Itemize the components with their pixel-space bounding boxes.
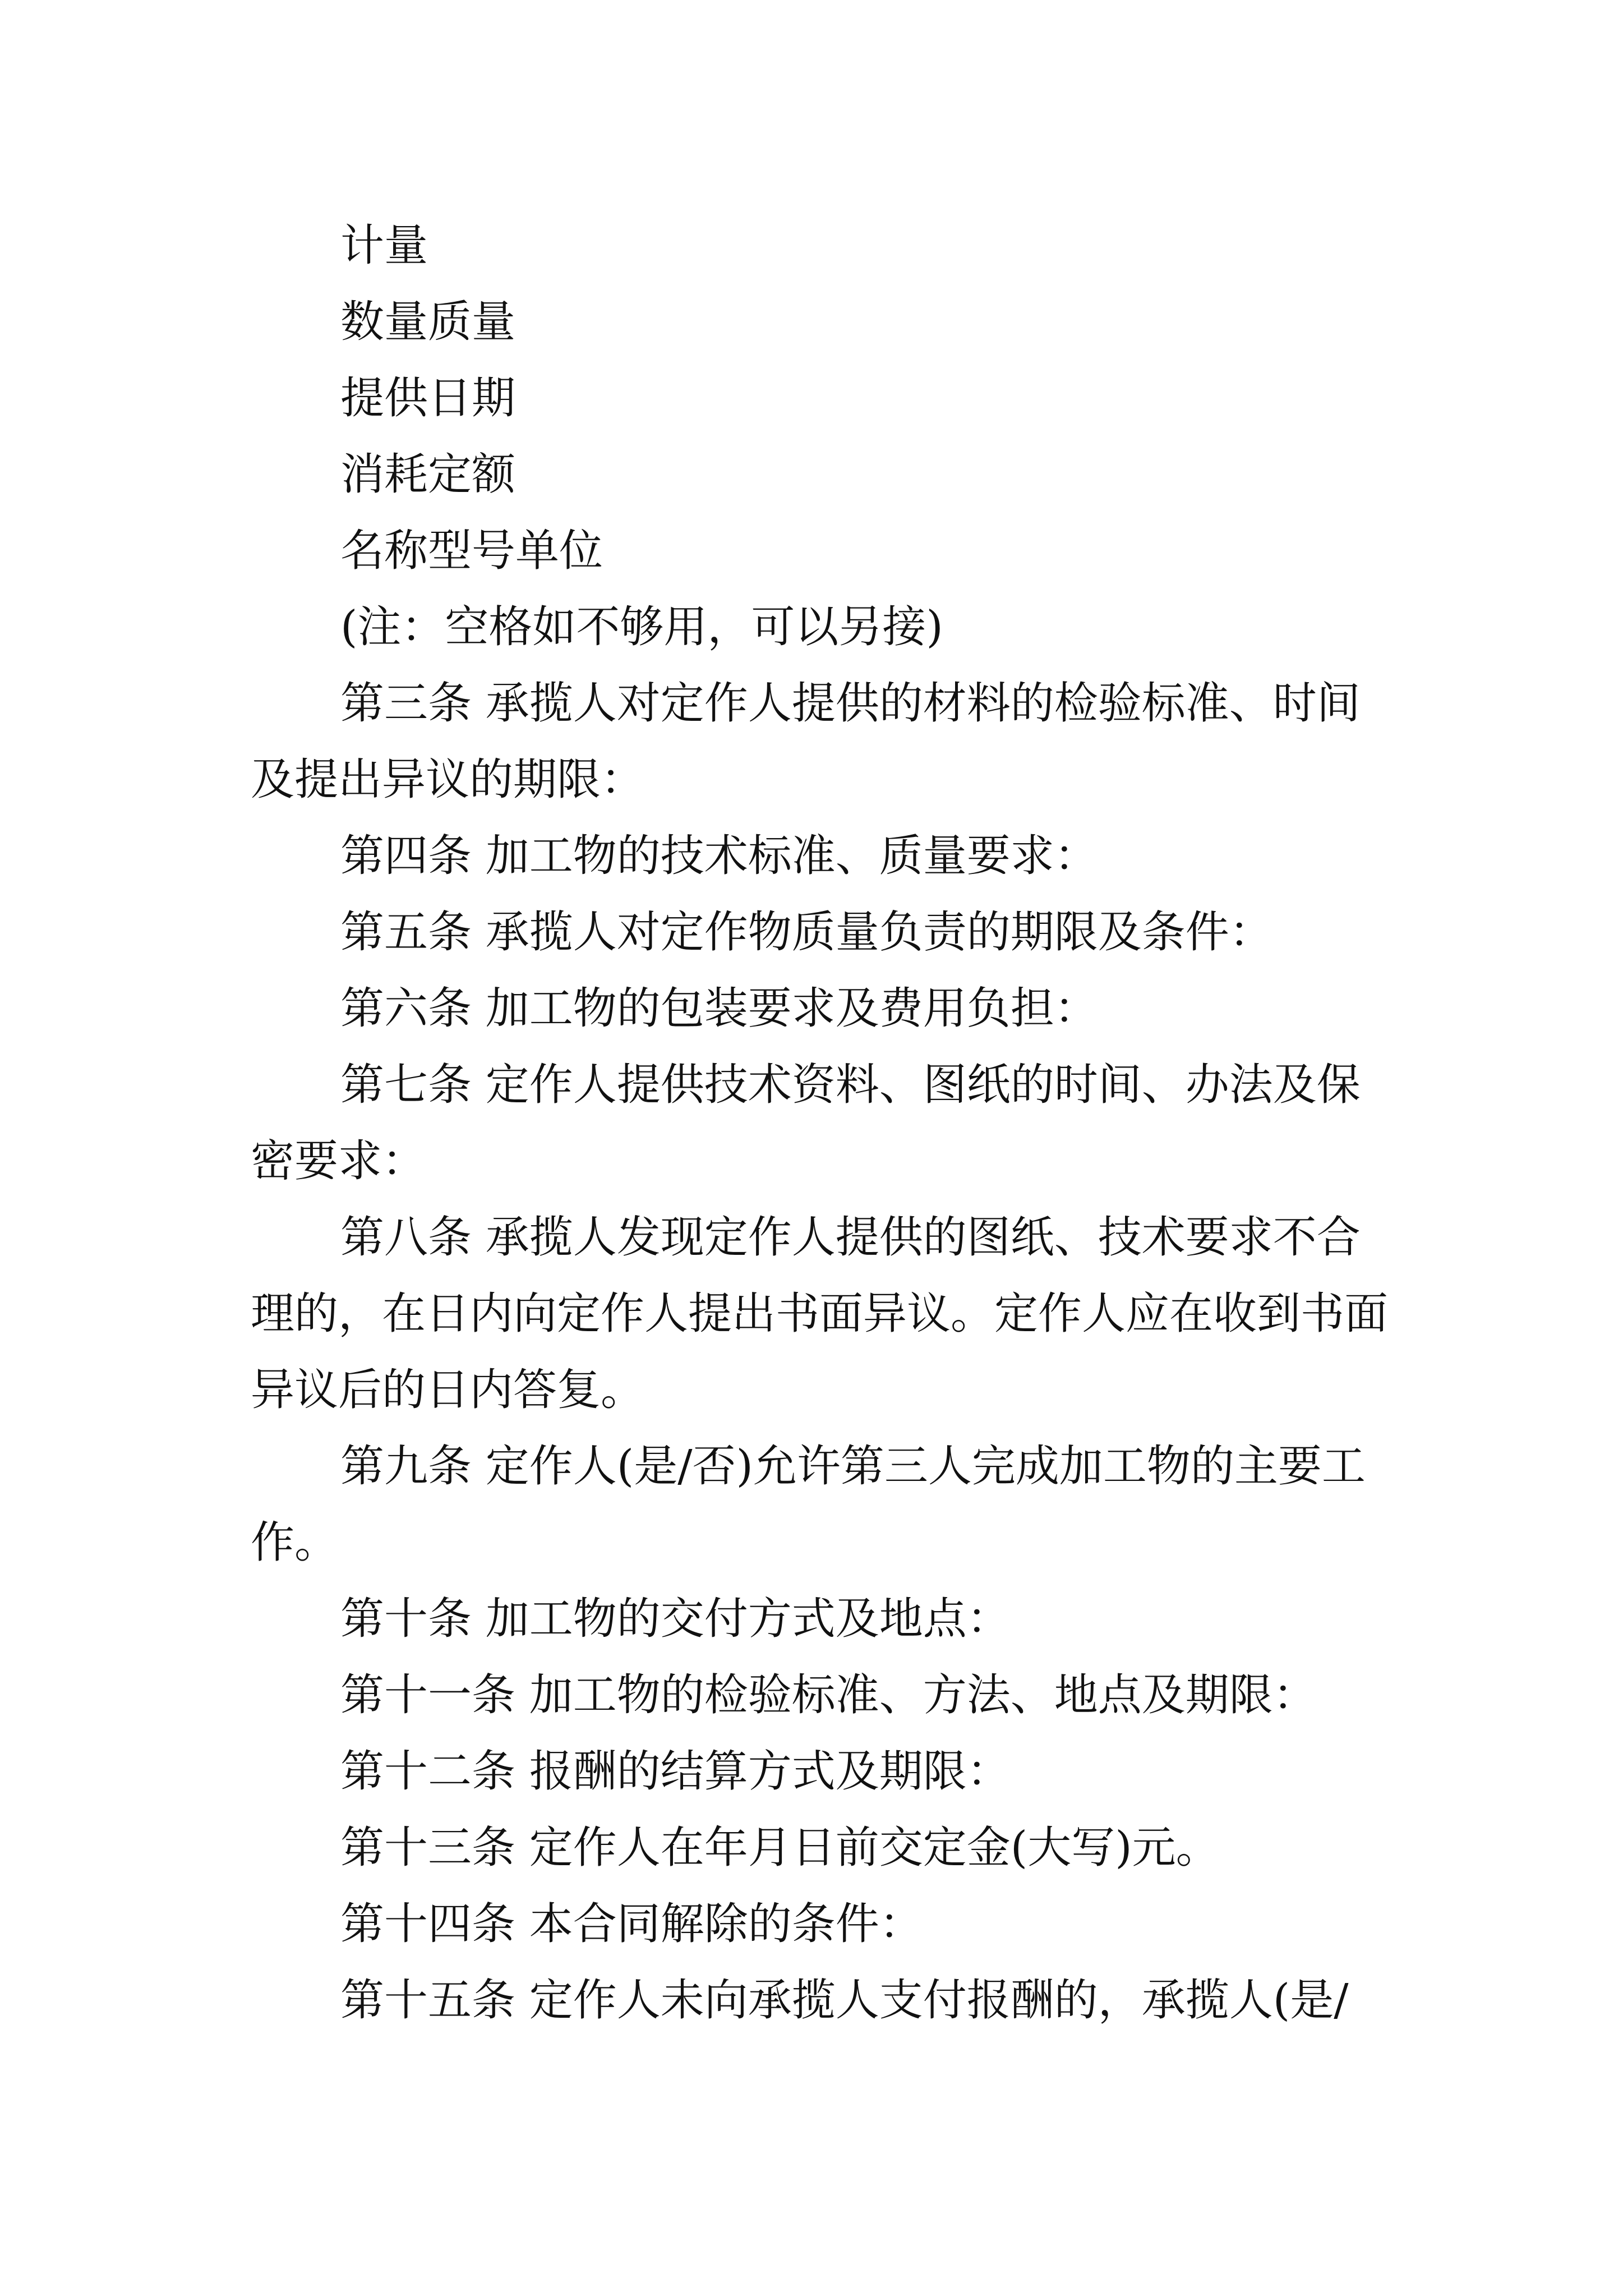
article-3-line-1: 第三条 承揽人对定作人提供的材料的检验标准、时间 [340,678,1361,729]
article-11: 第十一条 加工物的检验标准、方法、地点及期限： [340,1670,1317,1720]
article-10: 第十条 加工物的交付方式及地点： [340,1594,1011,1644]
article-9-line-1: 第九条 定作人(是/否)允许第三人完成加工物的主要工 [340,1441,1366,1492]
article-15-line-1: 第十五条 定作人未向承揽人支付报酬的，承揽人(是/ [340,1975,1349,2026]
contract-text [251,208,1389,2039]
article-9-line-2: 作。 [251,1517,339,1568]
text-line-supply-date: 提供日期 [340,373,516,424]
text-line-name-model-unit: 名称型号单位 [340,526,603,576]
article-8-line-1: 第八条 承揽人发现定作人提供的图纸、技术要求不合 [340,1212,1361,1263]
article-5: 第五条 承揽人对定作物质量负责的期限及条件： [340,907,1273,958]
text-line-consumption-quota: 消耗定额 [340,449,516,500]
article-7-line-2: 密要求： [251,1136,426,1186]
article-7-line-1: 第七条 定作人提供技术资料、图纸的时间、办法及保 [340,1060,1361,1110]
text-line-quantity-quality: 数量质量 [340,297,516,347]
article-4: 第四条 加工物的技术标准、质量要求： [340,831,1098,881]
article-13: 第十三条 定作人在年月日前交定金(大写)元。 [340,1823,1220,1873]
article-12: 第十二条 报酬的结算方式及期限： [340,1746,1011,1797]
text-line-note: (注：空格如不够用，可以另接) [340,602,943,652]
article-6: 第六条 加工物的包装要求及费用负担： [340,983,1098,1034]
article-3-line-2: 及提出异议的期限： [251,754,645,805]
article-14: 第十四条 本合同解除的条件： [340,1899,923,1949]
article-8-line-3: 异议后的日内答复。 [251,1365,645,1415]
article-8-line-2: 理的，在日内向定作人提出书面异议。定作人应在收到书面 [251,1289,1389,1339]
text-line-measure: 计量 [340,220,428,271]
